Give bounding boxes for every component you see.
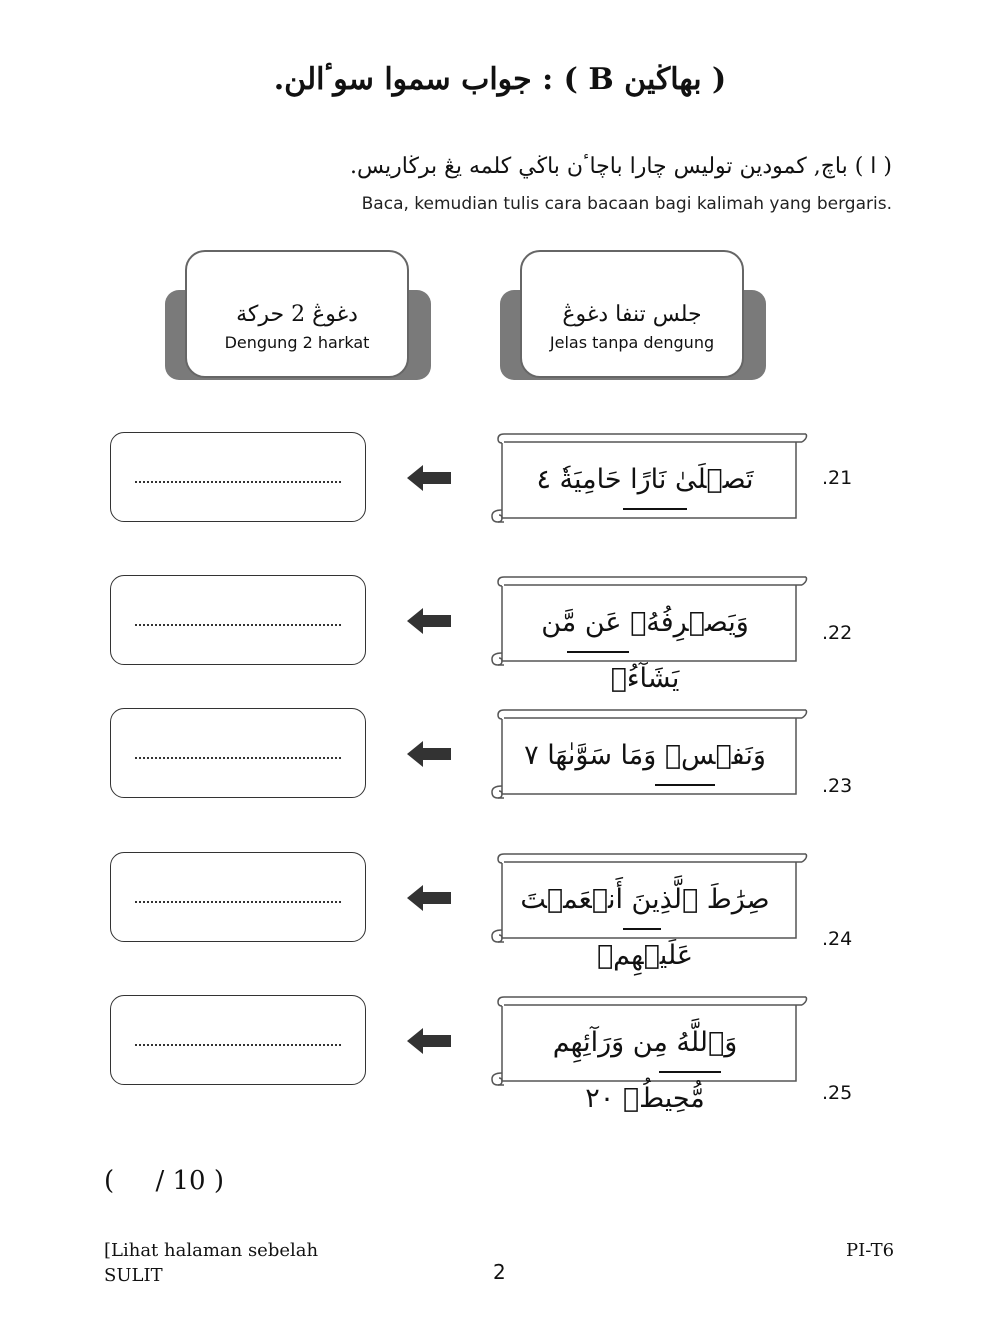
left-arrow-icon: [407, 741, 451, 767]
left-arrow-icon: [407, 608, 451, 634]
answer-dotted-line: [135, 624, 341, 626]
question-number: .22: [822, 622, 853, 644]
category-malay: Dengung 2 harkat: [224, 333, 370, 352]
page-number: 2: [493, 1260, 506, 1284]
verse-underline: [623, 928, 661, 930]
instruction-jawi: ( ا ) باچ, كمودين توليس چارا باچاٴن باڬي كلمه يڠ برڬاريس.: [349, 154, 892, 179]
answer-box-23[interactable]: [110, 708, 366, 798]
question-number: .21: [822, 467, 853, 489]
verse-scroll: [490, 850, 808, 971]
question-number: .24: [822, 928, 853, 950]
question-number: .23: [822, 775, 853, 797]
answer-dotted-line: [135, 1044, 341, 1046]
category-malay: Jelas tanpa dengung: [549, 333, 715, 352]
score-box: ( / 10 ): [104, 1166, 224, 1196]
verse-scroll: [490, 430, 808, 526]
category-arabic: دغوڠ 2 حركة: [236, 302, 358, 327]
verse-underline: [567, 651, 629, 653]
next-page-note: [Lihat halaman sebelah: [104, 1240, 319, 1261]
page-code: PI-T6: [846, 1240, 895, 1261]
answer-dotted-line: [135, 481, 341, 483]
verse-text: وَنَفۡسٖ وَمَا سَوَّىٰهَا ٧: [524, 740, 766, 771]
left-arrow-icon: [407, 885, 451, 911]
verse-text: صِرَٰطَ ٱلَّذِينَ أَنۡعَمۡتَ عَلَيۡهِمۡ: [520, 884, 770, 971]
answer-box-22[interactable]: [110, 575, 366, 665]
verse-underline: [659, 1071, 721, 1073]
verse-scroll: [490, 993, 808, 1114]
category-jelas: [500, 250, 766, 352]
answer-box-24[interactable]: [110, 852, 366, 942]
question-number: .25: [822, 1082, 853, 1104]
verse-underline: [655, 784, 715, 786]
left-arrow-icon: [407, 1028, 451, 1054]
answer-box-21[interactable]: [110, 432, 366, 522]
classification-label: SULIT: [104, 1265, 163, 1286]
verse-text: وَيَصۡرِفُهُۥ عَن مَّن يَشَآءُۖ: [541, 607, 749, 694]
section-title: ( بهاڬين B ) : جواب سموا سوٴالن.: [273, 62, 727, 97]
answer-box-25[interactable]: [110, 995, 366, 1085]
verse-text: تَصۡلَىٰ نَارًا حَامِيَةٗ ٤: [536, 464, 754, 495]
answer-dotted-line: [135, 901, 341, 903]
answer-dotted-line: [135, 757, 341, 759]
verse-scroll: [490, 706, 808, 802]
verse-text: وَٱللَّهُ مِن وَرَآئِهِم مُّحِيطُۢ ٢٠: [552, 1027, 738, 1114]
verse-scroll: [490, 573, 808, 694]
left-arrow-icon: [407, 465, 451, 491]
instruction-malay: Baca, kemudian tulis cara bacaan bagi kalimah yang bergaris.: [361, 194, 892, 214]
category-dengung: [165, 250, 431, 352]
verse-underline: [623, 508, 687, 510]
category-arabic: جلس تنفا دغوڠ: [562, 302, 702, 327]
